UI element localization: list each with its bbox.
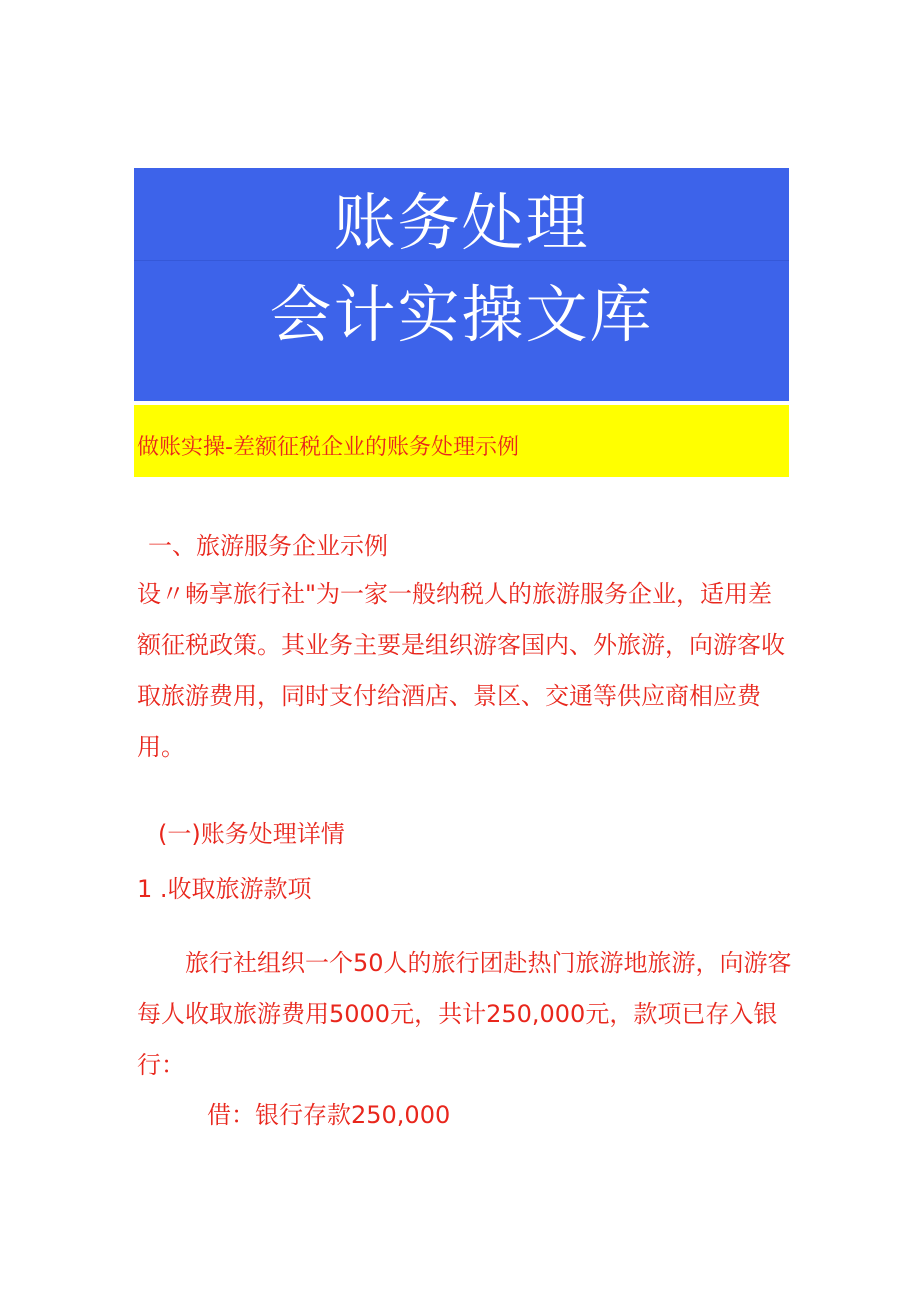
section-paragraph: 设〃畅享旅行社"为一家一般纳税人的旅游服务企业，适用差额征税政策。其业务主要是组织游客国内、外旅游，向游客收取旅游费用，同时支付给酒店、景区、交通等供应商相应费用。 <box>137 580 785 761</box>
banner-title-line2: 会计实操文库 <box>269 278 654 351</box>
journal-entry-debit: 借：银行存款250,000 <box>207 1101 451 1129</box>
document-subtitle: 做账实操-差额征税企业的账务处理示例 <box>137 435 519 460</box>
title-banner <box>134 168 789 401</box>
subtitle-bar <box>134 405 789 477</box>
item-heading: 1 .收取旅游款项 <box>137 875 312 903</box>
banner-title-line1: 账务处理 <box>333 186 590 259</box>
banner-divider <box>134 260 789 261</box>
section-heading: 一、旅游服务企业示例 <box>148 532 388 560</box>
item-paragraph: 旅行社组织一个50人的旅行团赴热门旅游地旅游，向游客每人收取旅游费用5000元，共计250,000元，款项已存入银行： <box>137 949 792 1079</box>
subsection-heading: (一)账务处理详情 <box>158 820 345 848</box>
